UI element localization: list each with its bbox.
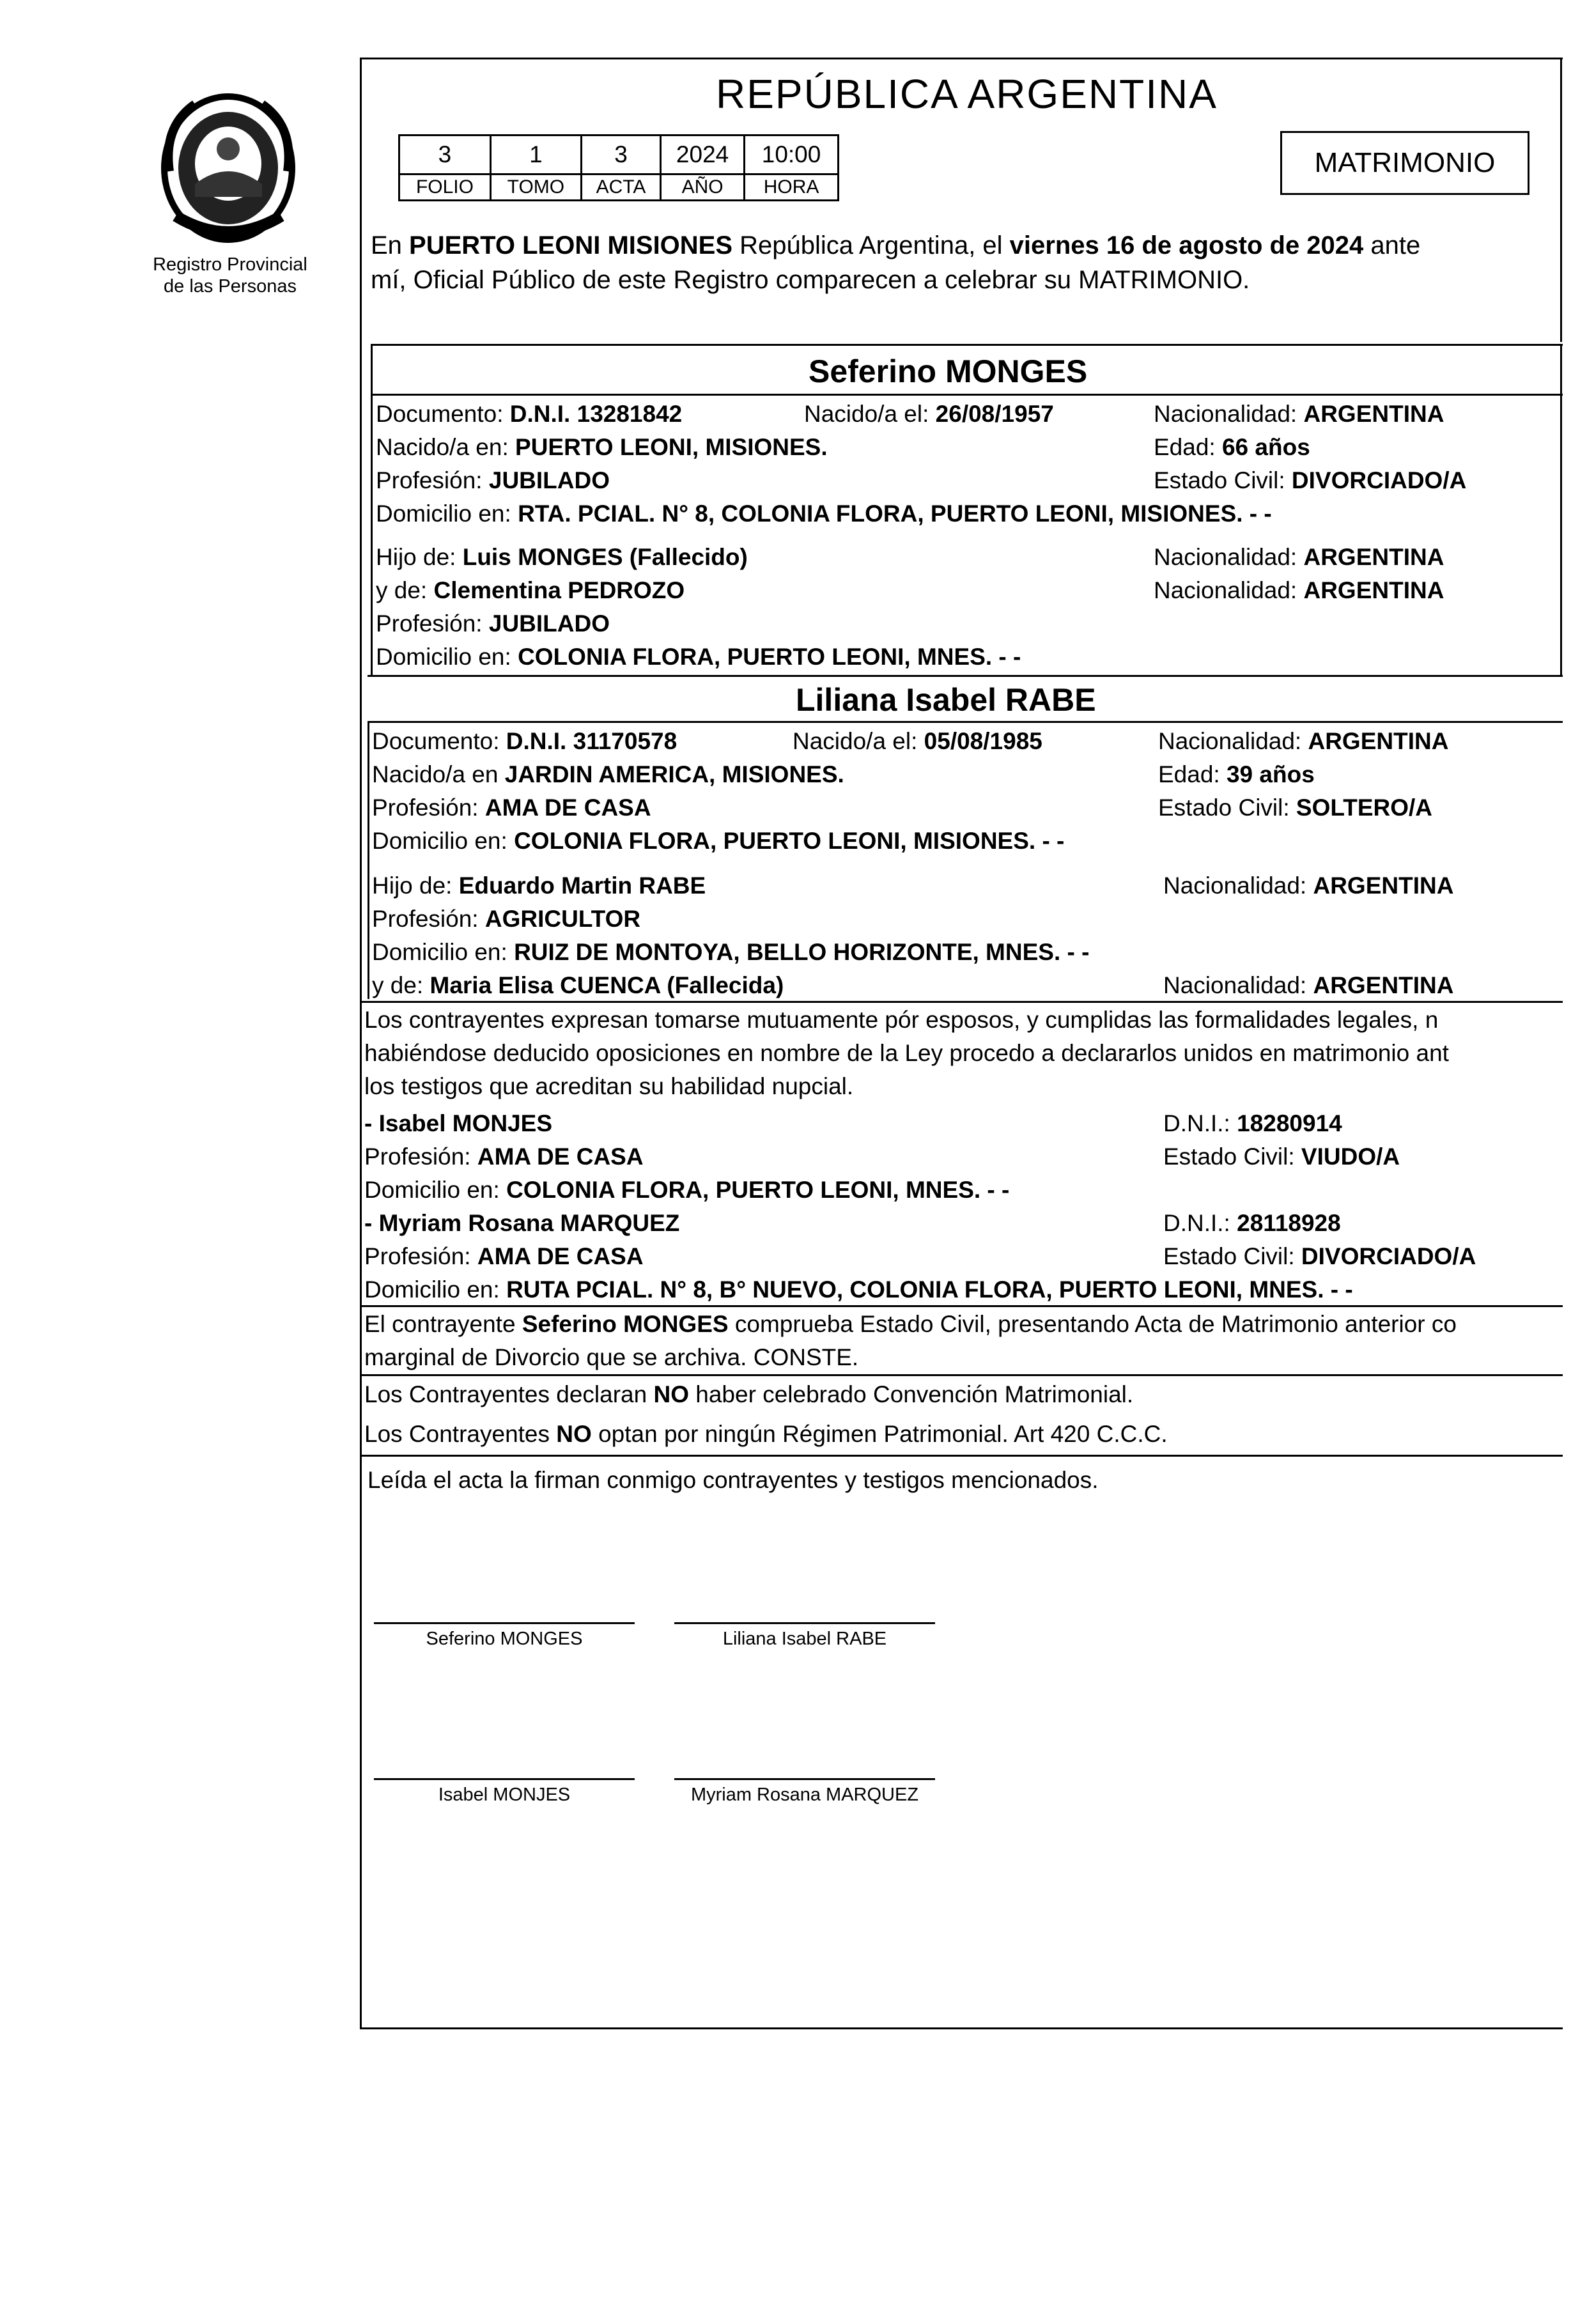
groom-age: Edad: 66 años <box>1154 434 1310 460</box>
bride-father-nat: Nacionalidad: ARGENTINA <box>1163 872 1454 899</box>
hora-caption: HORA <box>745 174 839 201</box>
bride-father: Hijo de: Eduardo Martin RABE <box>372 872 706 899</box>
registry-caption-line2: de las Personas <box>164 276 297 297</box>
groom-name: Seferino MONGES <box>809 353 1088 389</box>
intro-middle: República Argentina, el <box>732 231 1010 260</box>
folio-value: 3 <box>399 136 491 174</box>
signature-line-witness-2 <box>674 1778 935 1780</box>
signature-name-witness-1: Isabel MONJES <box>438 1785 571 1805</box>
groom-prof: Profesión: JUBILADO <box>376 467 610 493</box>
acta-value: 3 <box>581 136 660 174</box>
act-type-box <box>1280 131 1529 195</box>
bride-left-rule <box>368 721 369 999</box>
folio-caption: FOLIO <box>399 174 491 201</box>
bride-father-prof: Profesión: AGRICULTOR <box>372 906 641 932</box>
record-table <box>398 134 839 201</box>
witness-2-prof: Profesión: AMA DE CASA <box>364 1243 644 1269</box>
tomo-value: 1 <box>490 136 581 174</box>
bride-father-addr: Domicilio en: RUIZ DE MONTOYA, BELLO HORIZONTE, MNES. - - <box>372 939 1090 965</box>
note-bottom-rule <box>361 1374 1563 1376</box>
bride-addr: Domicilio en: COLONIA FLORA, PUERTO LEONI, MISIONES. - - <box>372 828 1065 854</box>
intro-line-1 <box>371 231 1420 260</box>
intro-date: viernes 16 de agosto de 2024 <box>1009 231 1364 260</box>
signature-name-witness-2: Myriam Rosana MARQUEZ <box>690 1785 919 1805</box>
witness-2-civil: Estado Civil: DIVORCIADO/A <box>1163 1243 1476 1269</box>
signature-line-bride <box>674 1622 935 1624</box>
groom-name-rule <box>371 394 1563 396</box>
frame-right-border <box>1560 58 1562 342</box>
bride-birthplace: Nacido/a en JARDIN AMERICA, MISIONES. <box>372 761 844 787</box>
witness-bottom-rule <box>361 1305 1563 1307</box>
convention-line-2: Los Contrayentes NO optan por ningún Régimen Patrimonial. Art 420 C.C.C. <box>364 1421 1168 1447</box>
bride-civil: Estado Civil: SOLTERO/A <box>1158 794 1433 821</box>
frame-top-border <box>361 58 1563 59</box>
groom-father: Hijo de: Luis MONGES (Fallecido) <box>376 544 748 570</box>
intro-suffix: ante <box>1363 231 1421 260</box>
witness-1-prof: Profesión: AMA DE CASA <box>364 1143 644 1170</box>
note-line-2: marginal de Divorcio que se archiva. CONSTE. <box>364 1344 859 1370</box>
closing-text: Leída el acta la firman conmigo contrayentes y testigos mencionados. <box>368 1467 1099 1493</box>
declaration-line-3: los testigos que acreditan su habilidad nupcial. <box>364 1073 854 1099</box>
groom-addr: Domicilio en: RTA. PCIAL. N° 8, COLONIA FLORA, PUERTO LEONI, MISIONES. - - <box>376 500 1272 527</box>
groom-doc: Documento: D.N.I. 13281842 <box>376 401 683 427</box>
bride-age: Edad: 39 años <box>1158 761 1315 787</box>
acta-caption: ACTA <box>581 174 660 201</box>
bride-name-rule <box>368 721 1563 723</box>
groom-civil: Estado Civil: DIVORCIADO/A <box>1154 467 1467 493</box>
signature-name-groom: Seferino MONGES <box>426 1629 583 1649</box>
act-type-label: MATRIMONIO <box>1314 147 1496 178</box>
bride-mother-nat: Nacionalidad: ARGENTINA <box>1163 972 1454 998</box>
bride-top-rule <box>368 675 1563 677</box>
bride-bottom-rule <box>361 1001 1563 1003</box>
signature-line-groom <box>374 1622 635 1624</box>
intro-place: PUERTO LEONI MISIONES <box>409 231 733 260</box>
witness-2-addr: Domicilio en: RUTA PCIAL. N° 8, B° NUEVO, COLONIA FLORA, PUERTO LEONI, MNES. - - <box>364 1276 1353 1303</box>
bride-nat: Nacionalidad: ARGENTINA <box>1158 728 1449 754</box>
declaration-line-1: Los contrayentes expresan tomarse mutuamente pór esposos, y cumplidas las formalidades legales, n <box>364 1007 1439 1033</box>
groom-born: Nacido/a el: 26/08/1957 <box>804 401 1054 427</box>
groom-mother: y de: Clementina PEDROZO <box>376 577 685 603</box>
witness-2-name: - Myriam Rosana MARQUEZ <box>364 1210 680 1236</box>
document-title: REPÚBLICA ARGENTINA <box>716 71 1218 117</box>
declaration-line-2: habiéndose deducido oposiciones en nombre de la Ley procedo a declararlos unidos en matrimonio ant <box>364 1040 1449 1066</box>
bride-born: Nacido/a el: 05/08/1985 <box>793 728 1042 754</box>
bride-name: Liliana Isabel RABE <box>796 682 1096 718</box>
signature-name-bride: Liliana Isabel RABE <box>722 1629 887 1649</box>
groom-parent-addr: Domicilio en: COLONIA FLORA, PUERTO LEONI, MNES. - - <box>376 644 1021 670</box>
anio-caption: AÑO <box>661 174 745 201</box>
frame-bottom-border <box>360 2027 1563 2029</box>
hora-value: 10:00 <box>745 136 839 174</box>
convention-line-1: Los Contrayentes declaran NO haber celebrado Convención Matrimonial. <box>364 1381 1134 1407</box>
groom-top-rule <box>371 344 1563 346</box>
frame-left-border <box>360 58 362 2029</box>
intro-line-2: mí, Oficial Público de este Registro comparecen a celebrar su MATRIMONIO. <box>371 266 1250 294</box>
groom-father-nat: Nacionalidad: ARGENTINA <box>1154 544 1444 570</box>
anio-value: 2024 <box>661 136 745 174</box>
registry-caption-line1: Registro Provincial <box>153 254 307 275</box>
groom-parent-prof: Profesión: JUBILADO <box>376 610 610 637</box>
groom-mother-nat: Nacionalidad: ARGENTINA <box>1154 577 1444 603</box>
province-seal <box>157 88 300 248</box>
bride-mother: y de: Maria Elisa CUENCA (Fallecida) <box>372 972 784 998</box>
tomo-caption: TOMO <box>490 174 581 201</box>
groom-birthplace: Nacido/a en: PUERTO LEONI, MISIONES. <box>376 434 828 460</box>
bride-doc: Documento: D.N.I. 31170578 <box>372 728 677 754</box>
witness-1-civil: Estado Civil: VIUDO/A <box>1163 1143 1400 1170</box>
witness-2-dni: D.N.I.: 28118928 <box>1163 1210 1341 1236</box>
groom-nat: Nacionalidad: ARGENTINA <box>1154 401 1444 427</box>
witness-1-name: - Isabel MONJES <box>364 1110 553 1136</box>
bride-prof: Profesión: AMA DE CASA <box>372 794 651 821</box>
intro-prefix: En <box>371 231 410 260</box>
note-line-1: El contrayente Seferino MONGES comprueba Estado Civil, presentando Acta de Matrimonio anterior co <box>364 1311 1457 1337</box>
witness-1-addr: Domicilio en: COLONIA FLORA, PUERTO LEONI, MNES. - - <box>364 1177 1010 1203</box>
witness-1-dni: D.N.I.: 18280914 <box>1163 1110 1342 1136</box>
convention-bottom-rule <box>361 1455 1563 1457</box>
signature-line-witness-1 <box>374 1778 635 1780</box>
